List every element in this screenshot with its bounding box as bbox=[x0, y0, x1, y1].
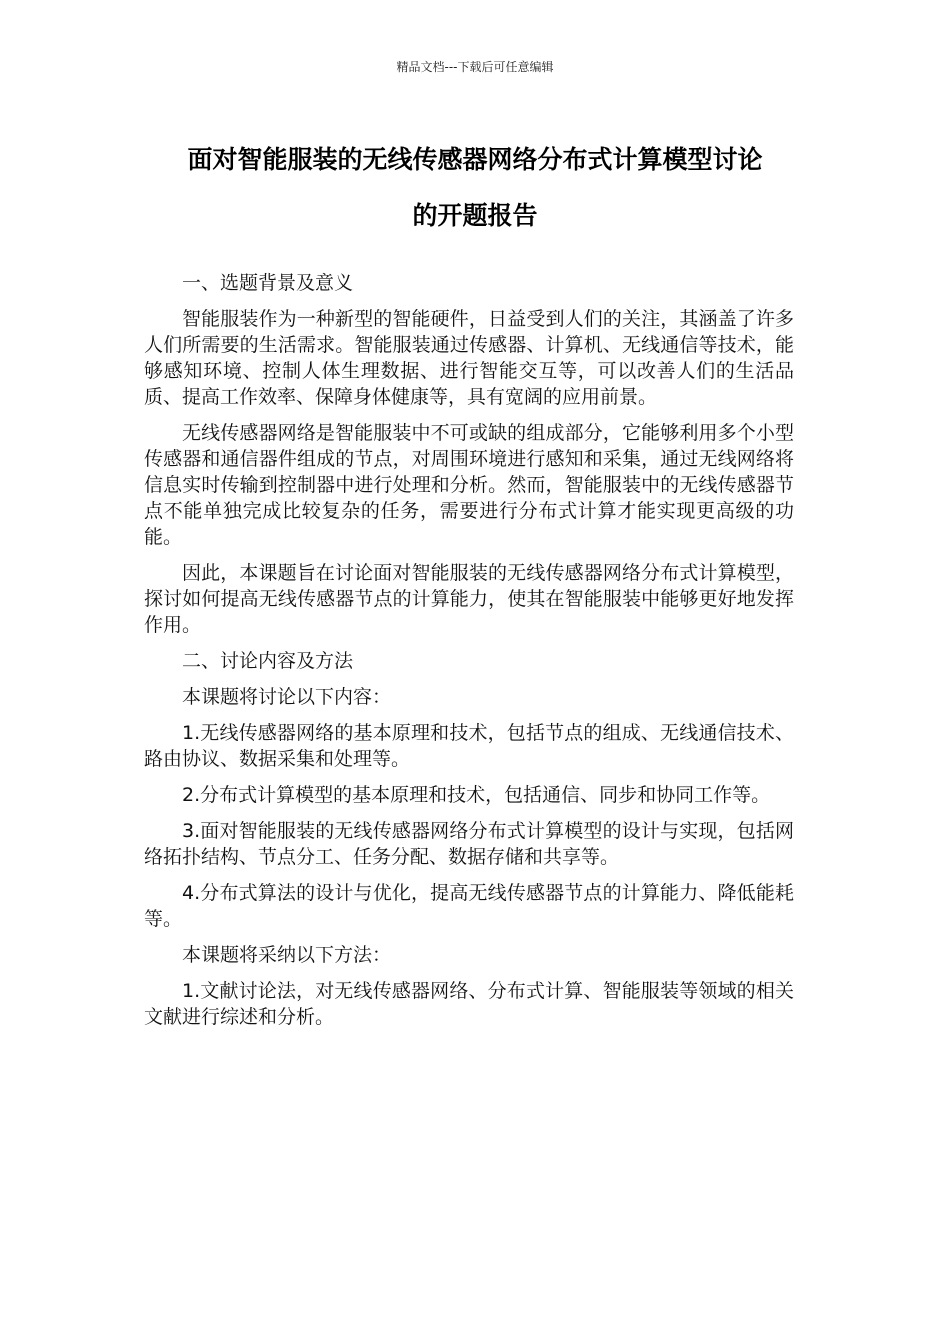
document-body bbox=[144, 270, 794, 1040]
list-item: 4.分布式算法的设计与优化，提高无线传感器节点的计算能力、降低能耗等。 bbox=[144, 882, 794, 930]
list-item: 3.面对智能服装的无线传感器网络分布式计算模型的设计与实现，包括网络拓扑结构、节点分工、任务分配、数据存储和共享等。 bbox=[144, 820, 794, 868]
document-title-line-2: 的开题报告 bbox=[412, 201, 538, 230]
page-header-note: 精品文档---下载后可任意编辑 bbox=[396, 60, 554, 74]
body-paragraph: 智能服装作为一种新型的智能硬件，日益受到人们的关注，其涵盖了许多人们所需要的生活需求。智能服装通过传感器、计算机、无线通信等技术，能够感知环境、控制人体生理数据、进行智能交互等，可以改善人们的生活品质、提高工作效率、保障身体健康等，具有宽阔的应用前景。 bbox=[144, 308, 794, 408]
document-title-line-1: 面对智能服装的无线传感器网络分布式计算模型讨论 bbox=[187, 145, 763, 174]
list-item: 1.无线传感器网络的基本原理和技术，包括节点的组成、无线通信技术、路由协议、数据采集和处理等。 bbox=[144, 722, 794, 770]
body-paragraph: 本课题将讨论以下内容： bbox=[182, 686, 392, 708]
section-heading-background: 一、选题背景及意义 bbox=[182, 272, 354, 294]
body-paragraph: 无线传感器网络是智能服装中不可或缺的组成部分，它能够利用多个小型传感器和通信器件组成的节点，对周围环境进行感知和采集，通过无线网络将信息实时传输到控制器中进行处理和分析。然而，智能服装中的无线传感器节点不能单独完成比较复杂的任务，需要进行分布式计算才能实现更高级的功能。 bbox=[144, 422, 794, 548]
body-paragraph: 本课题将采纳以下方法： bbox=[182, 944, 392, 966]
list-item: 2.分布式计算模型的基本原理和技术，包括通信、同步和协同工作等。 bbox=[182, 784, 771, 806]
body-paragraph: 因此，本课题旨在讨论面对智能服装的无线传感器网络分布式计算模型，探讨如何提高无线传感器节点的计算能力，使其在智能服装中能够更好地发挥作用。 bbox=[144, 562, 794, 636]
list-item: 1.文献讨论法，对无线传感器网络、分布式计算、智能服装等领域的相关文献进行综述和分析。 bbox=[144, 980, 794, 1028]
section-heading-content-methods: 二、讨论内容及方法 bbox=[182, 650, 354, 672]
